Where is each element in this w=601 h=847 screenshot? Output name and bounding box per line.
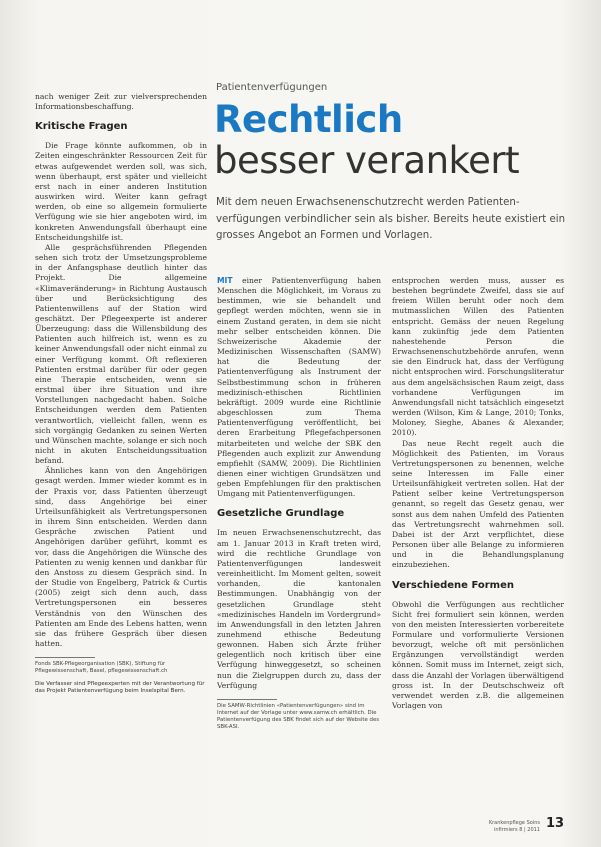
page-title: Rechtlich [214,98,403,141]
heading-gesetzliche-grundlage: Gesetzliche Grundlage [217,508,345,520]
paragraph: Die Frage könnte aufkommen, ob in Zeiten eingeschränkter Ressourcen Zeit für etwas aufgewendet werden soll, was sich, wenn überhaupt, erst später und vielleicht erst nach in einer anderen Institution auswirken wird. Weiter kann gefragt werden, ob eine so allgemein formulierte Verfügung wie sie hier angeboten wird, im konkreten Anwendungsfall überhaupt eine Entscheidungshilfe ist. [35,141,207,242]
heading-kritische-fragen: Kritische Fragen [35,121,128,133]
footer-source: Krankenpflege Soins infirmiers 8 | 2011 [488,820,540,833]
first-paragraph-text: einer Patientenverfügung haben Menschen die Möglichkeit, im Voraus zu bestimmen, wie sie behandelt und gepflegt werden möchten, wenn sie in einem Zustand geraten, in dem sie nicht mehr selber entscheiden können. Die Schweizerische Akademie der Medizinischen Wissenschaften (SAMW) hat die Bedeutung der Patientenverfügung als Instrument der Selbstbestimmung schon in früheren medizinisch-ethischen Richtlinien bekräftigt. 2009 wurde eine Richtlinie abgeschlossen zum Thema Patientenverfügung veröffentlicht, bei deren Erarbeitung Pflegefachpersonen mitarbeiteten und welche der SBK den Pflegenden auch explizit zur Anwendung empfiehlt (SAMW, 2009). Die Richtlinien dienen einer wichtigen Grundsätzen und geben Empfehlungen für den praktischen Umgang mit Patientenverfügungen. [217,276,381,499]
footnote: Fonds SBK-Pflegeorganisation (SBK), Stiftung für Pflegewissenschaft, Basel, pflegewissenschaft.ch [35,661,168,675]
paragraph: entsprochen werden muss, ausser es bestehen begründete Zweifel, dass sie auf freiem Willen beruht oder noch dem mutmasslichen Willen des Patienten entspricht. Gemäss der neuen Regelung kann zukünftig jede dem Patienten nahestehende Person die Erwachsenenschutzbehörde anrufen, wenn sie den Eindruck hat, dass der Verfügung nicht entsprochen wird. Forschungsliteratur aus dem angelsächsischen Raum zeigt, dass vorhandene Verfügungen im Anwendungsfall nicht tatsächlich eingesetzt werden (Wilson, Kim & Lange, 2010; Tonks, Moloney, Sieghe, Abanes & Alexander, 2010). [392,276,564,438]
footnote-divider [35,657,95,658]
first-paragraph [217,276,381,499]
intro-paragraph: nach weniger Zeit zur vielversprechenden Informationsbeschaffung. [35,92,207,112]
left-column [35,92,207,696]
lead-paragraph [216,195,568,245]
paragraph: Alle gesprächsführenden Pflegenden sehen sich trotz der Umsetzungsprobleme in der Anfangsphase deutlich hinter das Projekt. Die allgemeine «Klimaveränderung» in Richtung Austausch über und Berücksichtigung des Patientenwillens auf der Station wird geschätzt. Der Pflegeexperte ist anderer Überzeugung: dass die Willensbildung des Patienten auch hilfreich ist, wenn es zu keiner Anwendungsfall oder nicht einmal zu einer Verfügung kommt. Oft reflexieren Patienten erstmal darüber für oder gegen eine Therapie entscheiden, wenn sie erstmal über ihre Situation und ihre Vorstellungen nachgedacht haben. Solche Entscheidungen werden dem Patienten verantwortlich, vielleicht fallen, wenn es sich vorgängig Gedanken zu seinen Werten und Wünschen machte, solange er sich noch nicht in akuten Entscheidungssituation befand. [35,242,207,466]
lead-text: Mit dem neuen Erwachsenenschutzrecht werden Patienten- verfügungen verbindlicher sein als bisher. Bereits heute existiert ein grosses Angebot an Formen und Vorlagen. [216,197,566,241]
paragraph: Obwohl die Verfügungen aus rechtlicher Sicht frei formuliert sein können, werden von den meisten Interessierten vorbereitete Formulare und vorformulierte Versionen bevorzugt, welche oft mit persönlichen Ergänzungen vervollständigt werden können. Somit muss im Internet, zeigt sich, dass die Anzahl der Vorlagen überwältigend gross ist. In der Deutschschweiz oft verwendet werden z.B. die allgemeinen Vorlagen von [392,599,564,711]
kicker: Patientenverfügungen [216,82,328,93]
author-note: Die Verfasser sind Pflegeexperten mit der Verantwortung für das Projekt Patientenverfügung beim Inselspital Bern. [35,681,205,695]
heading-verschiedene-formen: Verschiedene Formen [392,579,514,591]
paragraph: Im neuen Erwachsenenschutzrecht, das am 1. Januar 2013 in Kraft treten wird, wird die rechtliche Grundlage von Patientenverfügungen landesweit vereinheitlicht. Im Moment gelten, soweit vorhanden, die kantonalen Bestimmungen. Unabhängig von der gesetzlichen Grundlage steht «medizinisches Handeln im Vordergrund» im Anwendungsfall in den letzten Jahren zunehmend ethische Bedeutung gewonnen. Haben sich Ärzte früher gelegentlich noch kritisch über eine Verfügung hinweggesetzt, so scheinen nun die Zielgruppen durch zu, dass der Verfügung [217,528,381,690]
paragraph: Das neue Recht regelt auch die Möglichkeit des Patienten, im Voraus Vertretungspersonen zu benennen, welche seine Interessen im Falle einer Urteilsunfähigkeit vertreten sollen. Hat der Patient selber keine Vertretungsperson genannt, so regelt das Gesetz genau, wer sonst aus dem nahen Umfeld des Patienten das Vertretungsrecht wahrnehmen soll. Dabei ist der Arzt verpflichtet, diese Personen über alle Belange zu informieren und in die Behandlungsplanung einzubeziehen. [392,438,564,570]
page-subtitle: besser verankert [214,139,520,182]
page-number: 13 [546,816,565,831]
footnote: Die SAMW-Richtlinien «Patientenverfügungen» sind im Internet auf der Vorlage unter www.samw.ch erhältlich. Die Patientenverfügung des SBK findet sich auf der Website des SBK-ASI. [217,702,380,730]
middle-column [217,276,381,731]
right-column [392,276,564,711]
dropcap: MIT [217,276,233,285]
footnote-divider [217,699,277,700]
paragraph: Ähnliches kann von den Angehörigen gesagt werden. Immer wieder kommt es in der Praxis vor, dass Patienten überzeugt sind, dass Angehörige bei einer Urteilsunfähigkeit als Vertretungspersonen in ihrem Sinn entscheiden. Werden dann Gespräche zwischen Patient und Angehörigen darüber geführt, kommt es vor, dass die Angehörigen die Wünsche des Patienten zu wenig kennen und dankbar für den Anstoss zu diesem Gespräch sind. In der Studie von Engelberg, Patrick & Curtis (2005) zeigt sich denn auch, dass Vertretungspersonen ein besseres Verständnis von den Wünschen des Patienten am Ende des Lebens hatten, wenn sie das frühere Gespräch über diesen hatten. [35,466,207,648]
